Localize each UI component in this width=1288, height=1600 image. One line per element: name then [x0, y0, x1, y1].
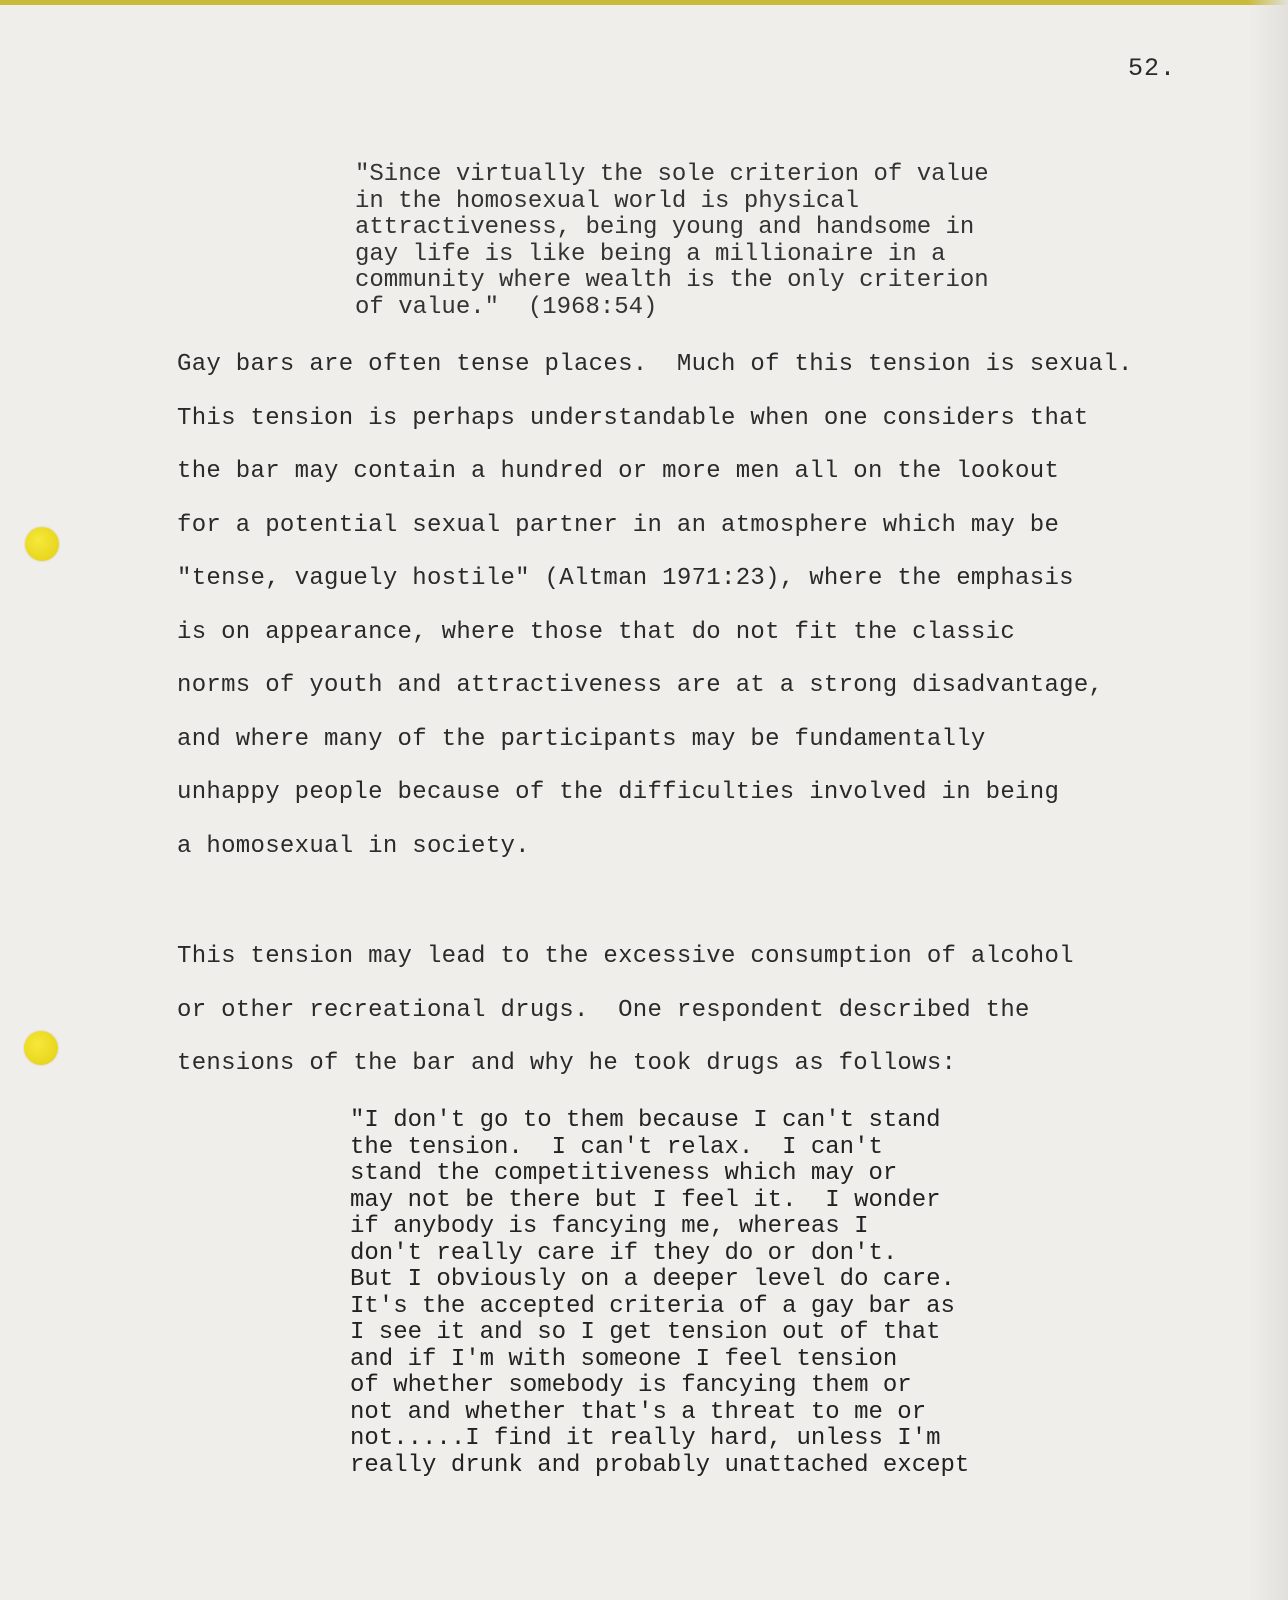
- body-paragraph-1: [177, 338, 1133, 873]
- text-line: for a potential sexual partner in an atmosphere which may be: [177, 511, 1060, 539]
- body-paragraph-2: [177, 930, 1074, 1091]
- page-number: 52.: [1128, 54, 1177, 83]
- page-top-edge: [0, 0, 1288, 5]
- text-line: a homosexual in society.: [177, 832, 530, 860]
- text-line: unhappy people because of the difficulties involved in being: [177, 779, 1060, 806]
- text-line: attractiveness, being young and handsome in: [355, 214, 975, 241]
- binder-hole-top: [25, 527, 59, 561]
- block-quote-2: [350, 1108, 969, 1479]
- text-line: may not be there but I feel it. I wonder: [350, 1186, 941, 1214]
- text-line: not and whether that's a threat to me or: [350, 1398, 927, 1426]
- text-line: or other recreational drugs. One respondent described the: [177, 996, 1030, 1024]
- text-line: don't really care if they do or don't.: [350, 1239, 898, 1267]
- text-line: community where wealth is the only criterion: [355, 267, 989, 294]
- text-line: stand the competitiveness which may or: [350, 1160, 898, 1187]
- text-line: This tension may lead to the excessive consumption of alcohol: [177, 943, 1074, 970]
- text-line: is on appearance, where those that do not fit the classic: [177, 618, 1016, 646]
- text-line: really drunk and probably unattached except: [350, 1451, 970, 1479]
- text-line: the bar may contain a hundred or more men all on the lookout: [177, 458, 1060, 485]
- text-line: Gay bars are often tense places. Much of this tension is sexual.: [177, 351, 1133, 378]
- text-line: of value." (1968:54): [355, 293, 658, 321]
- block-quote-1: [355, 162, 989, 321]
- text-line: in the homosexual world is physical: [355, 187, 860, 215]
- binder-hole-bottom: [24, 1031, 58, 1065]
- text-line: gay life is like being a millionaire in a: [355, 240, 946, 268]
- text-line: and if I'm with someone I feel tension: [350, 1345, 898, 1373]
- paper-edge-shadow: [1248, 0, 1288, 1600]
- text-line: the tension. I can't relax. I can't: [350, 1133, 883, 1161]
- text-line: norms of youth and attractiveness are at a strong disadvantage,: [177, 672, 1104, 699]
- text-line: "Since virtually the sole criterion of value: [355, 161, 989, 188]
- text-line: of whether somebody is fancying them or: [350, 1372, 912, 1399]
- text-line: not.....I find it really hard, unless I'm: [350, 1425, 941, 1452]
- text-line: "tense, vaguely hostile" (Altman 1971:23), where the emphasis: [177, 565, 1074, 592]
- text-line: This tension is perhaps understandable when one considers that: [177, 404, 1089, 432]
- text-line: I see it and so I get tension out of that: [350, 1319, 941, 1346]
- text-line: if anybody is fancying me, whereas I: [350, 1213, 869, 1240]
- text-line: and where many of the participants may be fundamentally: [177, 725, 986, 753]
- text-line: It's the accepted criteria of a gay bar as: [350, 1292, 955, 1320]
- text-line: tensions of the bar and why he took drugs as follows:: [177, 1050, 957, 1077]
- text-line: "I don't go to them because I can't stand: [350, 1107, 941, 1134]
- text-line: But I obviously on a deeper level do care.: [350, 1266, 955, 1293]
